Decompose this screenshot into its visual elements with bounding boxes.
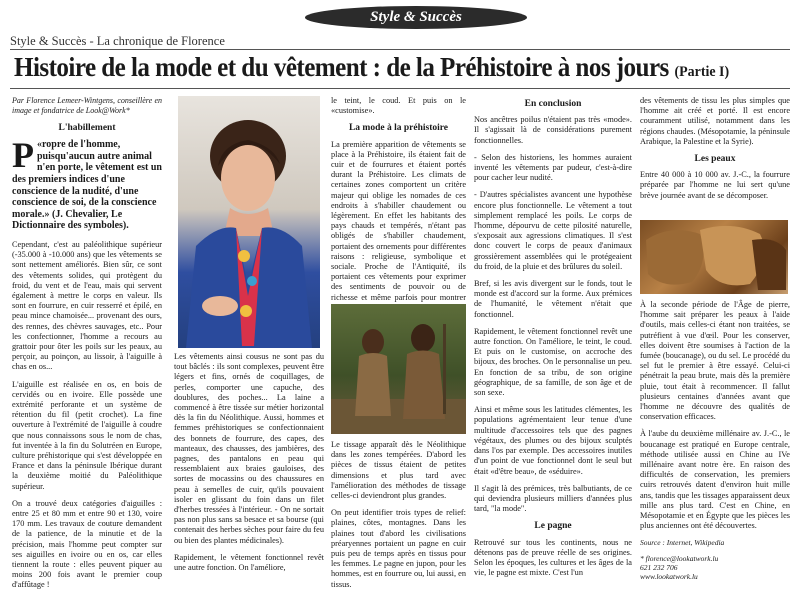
hides-illustration xyxy=(640,220,788,294)
quote-open: « xyxy=(37,139,42,151)
paragraph: On peut identifier trois types de relief: plaines, côtes, montagnes. Dans les plaines tout d'abord les civilisations préaryennes portaient un pagne en cuir puis peu de temps après en tissus pour les femmes. Le pagne en jupon, pour les hommes, est en fourrure ou, lui aussi, en tissus. xyxy=(331,508,466,589)
drop-cap: P xyxy=(12,135,34,176)
paragraph: La première apparition de vêtements se place à la Préhistoire, ils étaient fait de cuir et de fourrures et étaient portés durant la Préhistoire. Les climats de certaines zones comportent un critère majeur qui oblige les nomades de ces endroits à s'habiller chaudement ou légèrement. En effet les habitants des pays chauds et tempérés, n'étant pas obligés de s'habiller chaudement, portaient des ornements pour différentes raisons : religieuse, symbolique et sociale. Proche de l'Antiquité, ils portaient ces vêtements pour exprimer des sentiments de pouvoir ou de richesse et même parfois pour montrer xyxy=(331,139,466,302)
title-rule xyxy=(10,88,790,89)
section-banner: Style & Succès xyxy=(305,6,527,29)
paragraph: Rapidement, le vêtement fonctionnel revêt une autre fonction. On l'améliore, le teint, le coud. Et puis on le customise, on accroche des bijoux, des broches. On le personnalise un peu. En fonction de sa tribu, de son origine géographique, de sa famille, de son âge et de son sexe. xyxy=(474,326,632,398)
column-4 xyxy=(474,96,632,585)
prehistoric-people-photo xyxy=(331,304,466,434)
column-5 xyxy=(640,96,790,208)
paragraph: Ainsi et même sous les latitudes clémentes, les populations agrémentaient leur tenue d'une multitude d'accessoires tels que des pagnes végétaux, des plumes ou des bijoux sculptés dans l'os par exemple. Des accessoires inutiles d'un point de vue fonctionnel dont le seul but était «d'être beau», de «séduire». xyxy=(474,405,632,476)
paragraph: Cependant, c'est au paléolithique supérieur (-35.000 à -10.000 ans) que les vêtements se sont nettement améliorés. Bien sûr, ce sont des vêtements solides, qui protègent du froid, du vent et de l'eau, mais qui servent également à mettre le corps en valeur. Ils sont en fourrure, en cuir resserré et épilé, en peau mince chamoisée... provenant des ours, des rennes, des chèvres sauvages, etc.. Pour les confectionner, l'homme a recours au grattoir pour ôter les poils sur les peaux, au perçoir, au poinçon, au lissoir, à l'aiguille à chas en os... xyxy=(12,239,162,372)
paragraph: On a trouvé deux catégories d'aiguilles : entre 25 et 80 mm et entre 90 et 130, voire 170 mm. Les travaux de couture demandent de la patience, de la minutie et de la précision, mais l'homme peut compter sur ses aiguilles en ivoire ou en os, car elles tiennent la route : elles peuvent piquer au moins 200 fois avant le premier coup d'affûtage ! xyxy=(12,498,162,590)
paragraph: À l'aube du deuxième millénaire av. J.-C., le boucanage est pratiqué en Europe centrale, méthode utilisée aussi en Chine au IVe millénaire avant notre ère. En raison des difficultés de conservation, les premiers cuirs retrouvés datent d'environ huit mille ans, tandis que les tissages apparaissent deux mille ans plus tard. C'est en Chine, en Mésopotamie et en Égypte que les pièces les plus anciennes ont été découvertes. xyxy=(640,429,790,531)
paragraph: des vêtements de tissu les plus simples que l'homme ait créé et porté. Il est encore couramment utilisé, notamment dans les régions chaudes. (Mésopotamie, la péninsule Arabique, la Palestine et la Syrie). xyxy=(640,96,790,146)
paragraph: À la seconde période de l'Âge de pierre, l'homme sait préparer les peaux à l'aide d'outils, mais celles-ci étant non traitées, se putréfient à vue d'œil. Pour les conserver, elles doivent être soumises à l'action de la fumée (boucanage), ou du sel. Le procédé du sel fut le premier à être essayé. Celui-ci pénétrait la peau brute, mais dès la première pluie, tout était à recommencer. Il fallut plusieurs centaines d'années avant que l'homme ne découvre des qualités de conservation efficaces. xyxy=(640,300,790,422)
contact-email[interactable]: * florence@lookatwork.lu xyxy=(640,554,719,564)
column-3-lower xyxy=(331,440,466,597)
article-title-part: (Partie I) xyxy=(674,64,730,80)
heading-pagne: Le pagne xyxy=(534,521,572,532)
paragraph: Nos ancêtres poilus n'étaient pas très «mode». Il s'agissait là de considérations purement fonctionnelles. xyxy=(474,115,632,145)
paragraph: le teint, le coud. Et puis on le «customise». xyxy=(331,96,466,116)
paragraph: Rapidement, le vêtement fonctionnel revêt une autre fonction. On l'améliore, xyxy=(174,552,324,573)
paragraph: Il s'agit là des prémices, très balbutiants, de ce qui deviendra plusieurs milliers d'années plus tard, "la mode". xyxy=(474,483,632,514)
quote-text: ropre de l'homme, puisqu'aucun autre animal n'en porte, le vêtement est un des premiers indices d'une conscience de la nudité, d'une conscience de soi, de la conscience morale.» (J. Chevalier, Le Dictionnaire des symboles). xyxy=(12,139,162,232)
article-title-text: Histoire de la mode et du vêtement : de la Préhistoire à nos jours xyxy=(14,52,669,82)
heading-conclusion: En conclusion xyxy=(524,99,582,109)
column-3 xyxy=(331,96,466,320)
contact-website[interactable]: www.lookatwork.lu xyxy=(640,572,698,582)
paragraph: Entre 40 000 à 10 000 av. J.-C., la fourrure préparée par l'homme ne lui sert qu'une brève journée avant de se décomposer. xyxy=(640,170,790,200)
contact-phone: 621 232 706 xyxy=(640,563,678,573)
pull-quote xyxy=(12,135,162,232)
paragraph: Le tissage apparaît dès le Néolithique dans les zones tempérées. D'abord les pièces de tissus étaient de petites dimensions et plus tard avec l'amélioration des méthodes de tissage celles-ci deviendront plus grandes. xyxy=(331,440,466,501)
heading-habillement: L'habillement xyxy=(58,123,116,133)
article-title xyxy=(14,52,739,87)
paragraph: L'aiguille est réalisée en os, en bois de cervidés ou en ivoire. Elle possède une extrémité perforante et un système de rétention du fil (petit crochet). La fine ouverture à l'extrémité de l'aiguille à coudre que nous connaissons sous le nom de chas, fut inventée à la fin du Solutréen en Europe, culture préhistorique qui s'est développée en France et dans la péninsule Ibérique durant la deuxième moitié du Paléolithique supérieur. xyxy=(12,379,162,491)
portrait-illustration xyxy=(178,96,320,348)
paragraph: Bref, si les avis divergent sur le fonds, tout le monde est d'accord sur la forme. Aux prémices de l'humanité, le vêtement n'était que fonctionnel. xyxy=(474,279,632,319)
heading-mode-prehistoire: La mode à la préhistoire xyxy=(348,123,449,134)
prehistoric-illustration xyxy=(331,304,466,434)
column-1 xyxy=(12,96,162,598)
paragraph: - Selon des historiens, les hommes auraient inventé les vêtements par pudeur, c'est-à-dire pour cacher leur nudité. xyxy=(474,152,632,183)
top-rule xyxy=(10,49,790,50)
paragraph: Les vêtements ainsi cousus ne sont pas du tout bâclés : ils sont complexes, peuvent être légers et fins, ornés de coquillages, de perles, comporter une capuche, des doublures, des poches... La laine a commencé à être tissée sur métier horizontal dès la fin du Néolithique. Aussi, hommes et femmes préhistoriques se confectionnaient des bonnets de fourrure, des capes, des manteaux, des chausses, des jambières, des pagnes, des pantalons en peau qui ressemblaient aux braies gauloises, des sortes de mocassins ou des chaussures en peau à semelles de cuir, qu'ils pouvaient isoler en glissant du foin dans un filet d'herbes tressées à l'intérieur. - On ne sortait pas non plus sans sa besace et sa bourse (qui contenait des herbes sèches pour faire du feu ou bien des plantes médicinales). xyxy=(174,352,324,545)
column-2 xyxy=(174,352,324,580)
author-portrait-photo xyxy=(178,96,320,348)
paragraph: Retrouvé sur tous les continents, nous ne détenons pas de preuve réelle de ses origines. Selon les époques, les cultures et les âges de la vie, le pagne est mixte. C'est l'un xyxy=(474,537,632,578)
heading-peaux: Les peaux xyxy=(694,154,736,165)
column-5-lower xyxy=(640,300,790,581)
column-kicker: Style & Succès - La chronique de Florence xyxy=(10,34,225,48)
byline: Par Florence Lemeer-Wintgens, conseillère en image et fondatrice de Look@Work* xyxy=(12,96,162,115)
source-note: Source : Internet, Wikipedia xyxy=(640,538,725,548)
animal-hides-photo xyxy=(640,220,788,294)
paragraph: - D'autres spécialistes avancent une hypothèse encore plus fonctionnelle. Le vêtement a tout simplement remplacé les poils. Le corps de l'homme, dépourvu de cette pilosité naturelle, s'exposait aux agressions climatiques. Il s'est donc couvert le corps de peaux d'animaux grossièrement assemblées qui le protégeaient du froid, de la pluie et des brûlures du soleil. xyxy=(474,190,632,271)
